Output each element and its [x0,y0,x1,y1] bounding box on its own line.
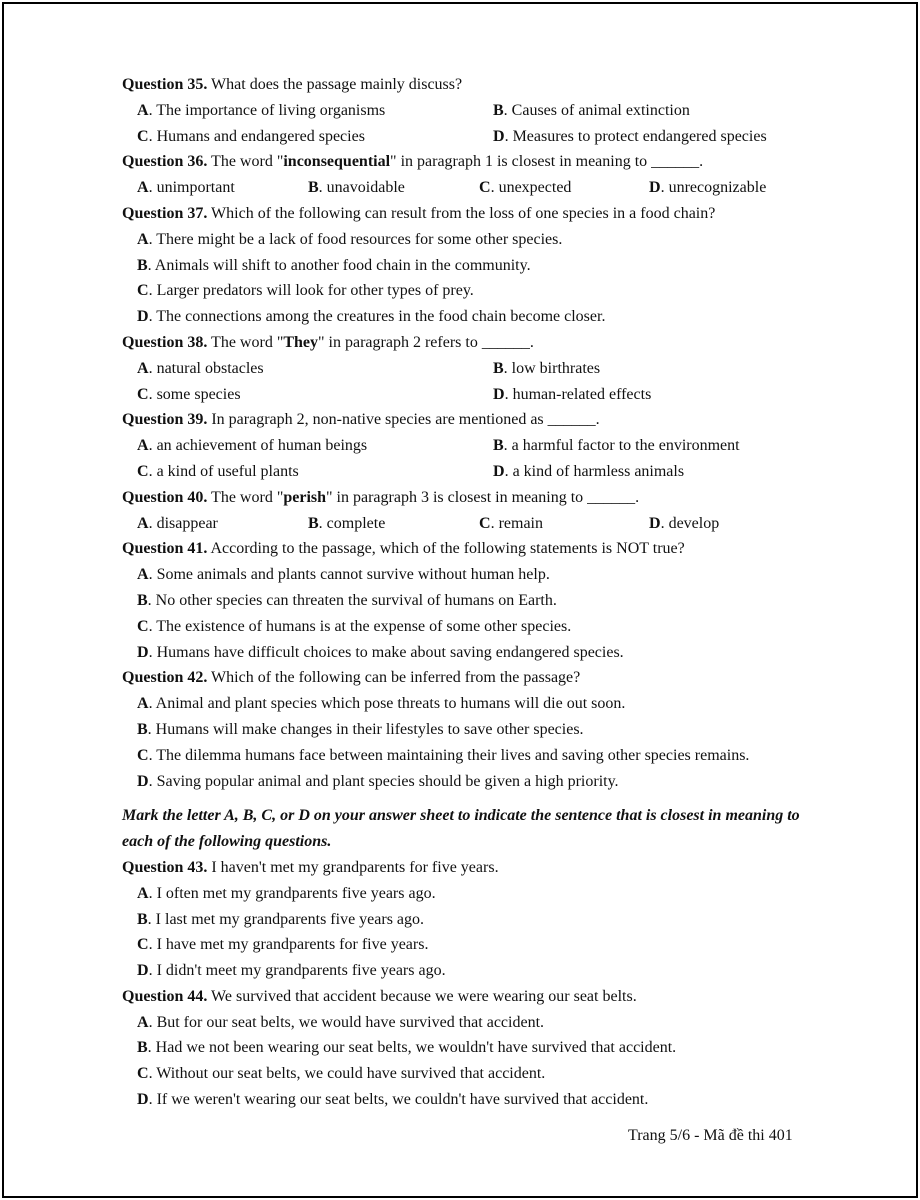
answer-option [649,175,819,201]
option-letter: B [137,720,148,738]
option-letter: C [137,127,149,145]
option-letter: D [137,1091,149,1109]
option-letter: A [137,179,149,197]
option-row [122,588,822,614]
answer-option [137,962,446,979]
option-letter: B [137,591,148,609]
answer-option [137,1039,676,1056]
option-letter: A [137,359,149,377]
page-footer: Trang 5/6 - Mã đề thi 401 [628,1127,793,1144]
question-text: We survived that accident because we were wearing our seat belts. [207,987,637,1005]
questions-43-44 [122,855,822,1113]
option-letter: C [137,746,149,764]
option-letter: A [137,566,149,584]
option-row [122,175,822,201]
answer-option [137,592,557,609]
answer-option [137,231,562,248]
option-letter: D [493,462,505,480]
option-text: . remain [490,514,543,532]
question-text: According to the passage, which of the following statements is NOT true? [207,540,685,558]
option-row [122,227,822,253]
answer-option [479,175,649,201]
option-letter: B [137,256,148,274]
option-text: . human-related effects [504,385,652,403]
answer-option [137,124,493,150]
option-text: . I last met my grandparents five years ago. [147,910,425,928]
option-row [122,881,822,907]
option-text: . I often met my grandparents five years ago. [148,884,436,902]
option-text: . I didn't meet my grandparents five years ago. [148,962,446,980]
answer-option [137,356,493,382]
option-text: . natural obstacles [148,359,264,377]
question-number: Question 37. [122,204,208,222]
question-keyword: inconsequential [283,153,391,171]
answer-option [137,175,308,201]
answer-option [479,511,649,537]
questions-35-42 [122,72,822,794]
option-letter: D [493,385,505,403]
question-text: The word " [207,153,284,171]
answer-option [308,511,479,537]
option-text: . No other species can threaten the survival of humans on Earth. [147,591,557,609]
option-row [122,1010,822,1036]
question-text-end: " in paragraph 1 is closest in meaning to ______. [390,153,704,171]
option-letter: A [137,437,149,455]
option-letter: D [137,643,149,661]
option-text: . Animals will shift to another food chain in the community. [147,256,531,274]
section-instruction: Mark the letter A, B, C, or D on your answer sheet to indicate the sentence that is closest in meaning to each of the following questions. [122,807,800,851]
option-text: . But for our seat belts, we would have survived that accident. [148,1013,545,1031]
option-text: . Humans will make changes in their lifestyles to save other species. [147,720,584,738]
option-text: . The existence of humans is at the expense of some other species. [148,617,572,635]
answer-option [137,382,493,408]
option-letter: B [493,359,504,377]
option-letter: B [137,910,148,928]
answer-option [137,936,428,953]
question-stem [122,149,822,175]
option-text: . Had we not been wearing our seat belts, we wouldn't have survived that accident. [147,1039,677,1057]
option-text: . unimportant [148,179,235,197]
option-row [122,640,822,666]
answer-option [137,282,474,299]
option-row [122,562,822,588]
option-letter: C [137,1065,149,1083]
question-number: Question 42. [122,669,208,687]
option-text: . If we weren't wearing our seat belts, we couldn't have survived that accident. [148,1091,649,1109]
question-text-end: " in paragraph 3 is closest in meaning to ______. [326,488,640,506]
answer-option [137,433,493,459]
option-text: . a kind of useful plants [148,462,299,480]
option-row [122,459,822,485]
question-stem [122,984,822,1010]
question-text: Which of the following can result from the loss of one species in a food chain? [207,204,716,222]
answer-option [137,618,571,635]
answer-option [493,459,823,485]
answer-option [137,566,550,583]
option-letter: D [137,308,149,326]
answer-option [493,356,823,382]
option-text: . disappear [148,514,218,532]
option-row [122,1087,822,1113]
option-letter: D [137,962,149,980]
option-text: . Animal and plant species which pose threats to humans will die out soon. [148,695,626,713]
option-row [122,1061,822,1087]
question-stem [122,407,822,433]
option-row [122,1035,822,1061]
question-text: Which of the following can be inferred from the passage? [207,669,581,687]
option-text: . develop [660,514,720,532]
answer-option [137,721,584,738]
option-letter: C [137,936,149,954]
option-letter: C [479,179,491,197]
option-row [122,356,822,382]
answer-option [137,98,493,124]
option-row [122,124,822,150]
option-letter: C [137,462,149,480]
answer-option [137,747,749,764]
option-letter: A [137,101,149,119]
answer-option [137,1014,544,1031]
answer-option [137,511,308,537]
answer-option [137,644,624,661]
question-stem [122,485,822,511]
option-text: . Saving popular animal and plant species should be given a high priority. [148,772,619,790]
option-row [122,614,822,640]
question-number: Question 44. [122,987,208,1005]
exam-content [122,72,822,1113]
option-letter: D [493,127,505,145]
option-text: . some species [148,385,241,403]
option-row [122,691,822,717]
answer-option [493,98,823,124]
question-stem [122,330,822,356]
question-keyword: They [283,333,319,351]
question-stem [122,201,822,227]
option-text: . Without our seat belts, we could have survived that accident. [148,1065,546,1083]
option-row [122,932,822,958]
option-text: . a kind of harmless animals [504,462,685,480]
option-letter: B [137,1039,148,1057]
answer-option [137,773,619,790]
option-row [122,98,822,124]
option-letter: C [479,514,491,532]
question-number: Question 36. [122,153,208,171]
option-row [122,958,822,984]
question-text: The word " [207,333,284,351]
option-letter: A [137,514,149,532]
option-letter: D [649,514,661,532]
option-text: . I have met my grandparents for five years. [148,936,429,954]
option-letter: B [493,437,504,455]
question-keyword: perish [283,488,327,506]
option-letter: B [308,514,319,532]
question-text: In paragraph 2, non-native species are mentioned as ______. [207,411,600,429]
option-row [122,717,822,743]
option-letter: D [649,179,661,197]
option-letter: A [137,1013,149,1031]
answer-option [649,511,819,537]
option-row [122,253,822,279]
option-row [122,304,822,330]
option-row [122,511,822,537]
option-text: . Measures to protect endangered species [504,127,767,145]
option-text: . complete [318,514,386,532]
option-letter: D [137,772,149,790]
answer-option [137,257,531,274]
question-stem [122,855,822,881]
option-letter: C [137,385,149,403]
option-text: . unrecognizable [660,179,767,197]
option-letter: C [137,282,149,300]
option-text: . Causes of animal extinction [503,101,690,119]
answer-option [137,1091,648,1108]
option-letter: B [308,179,319,197]
option-text: . Humans have difficult choices to make about saving endangered species. [148,643,624,661]
answer-option [137,885,436,902]
option-letter: C [137,617,149,635]
question-number: Question 41. [122,540,208,558]
question-text: I haven't met my grandparents for five years. [207,858,499,876]
option-text: . unavoidable [318,179,405,197]
answer-option [493,433,823,459]
question-number: Question 38. [122,333,208,351]
question-text: What does the passage mainly discuss? [207,76,463,93]
option-text: . Some animals and plants cannot survive without human help. [148,566,550,584]
option-text: . unexpected [490,179,572,197]
option-text: . There might be a lack of food resources for some other species. [148,230,563,248]
question-number: Question 35. [122,76,208,93]
option-text: . Larger predators will look for other types of prey. [148,282,474,300]
question-stem [122,665,822,691]
option-text: . The dilemma humans face between maintaining their lives and saving other species remains. [148,746,750,764]
answer-option [137,459,493,485]
option-letter: B [493,101,504,119]
option-text: . The connections among the creatures in the food chain become closer. [148,308,606,326]
option-row [122,769,822,795]
answer-option [308,175,479,201]
question-number: Question 39. [122,411,208,429]
question-stem [122,536,822,562]
option-letter: A [137,695,149,713]
answer-option [493,382,823,408]
option-text: . Humans and endangered species [148,127,365,145]
option-row [122,907,822,933]
option-text: . low birthrates [503,359,601,377]
option-letter: A [137,230,149,248]
option-row [122,278,822,304]
answer-option [137,695,625,712]
question-text: The word " [207,488,284,506]
option-text: . an achievement of human beings [148,437,368,455]
question-number: Question 40. [122,488,208,506]
option-text: . The importance of living organisms [148,101,386,119]
answer-option [137,1065,545,1082]
question-number: Question 43. [122,858,208,876]
answer-option [137,911,424,928]
question-stem [122,72,822,98]
question-text-end: " in paragraph 2 refers to ______. [318,333,534,351]
option-row [122,433,822,459]
option-text: . a harmful factor to the environment [503,437,740,455]
option-row [122,743,822,769]
option-row [122,382,822,408]
answer-option [493,124,823,150]
option-letter: A [137,884,149,902]
answer-option [137,308,605,325]
